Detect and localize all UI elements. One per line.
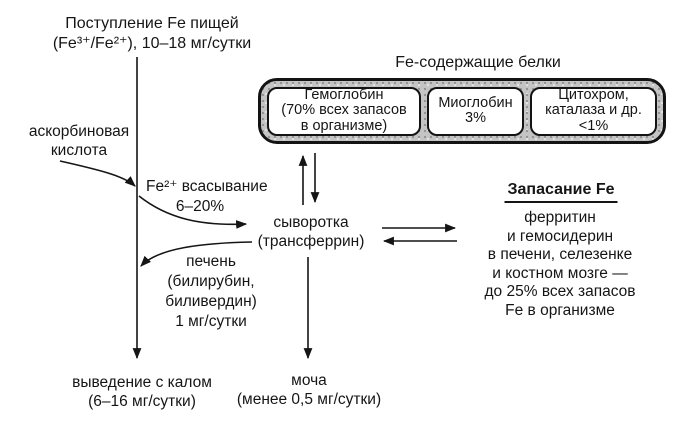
myoglobin-line1: Миоглобин: [438, 94, 513, 111]
absorption-rate: [176, 197, 224, 216]
urine-label: [237, 371, 381, 409]
hemoglobin-line2: (70% всех запасов: [281, 102, 407, 119]
storage-line1: ферритин: [524, 209, 596, 226]
protein-box-myoglobin: [427, 87, 524, 136]
hemoglobin-line3: в организме): [300, 117, 388, 134]
cytochrome-line3: <1%: [578, 117, 609, 134]
storage-title: [505, 181, 618, 203]
urine-line2: (менее 0,5 мг/сутки): [236, 391, 382, 408]
cytochrome-line1: Цитохром,: [558, 86, 629, 103]
storage-description: [485, 209, 636, 320]
storage-line4: и костном мозге —: [492, 264, 628, 282]
storage-title-text: Запасание Fe: [507, 181, 615, 198]
cytochrome-line2: каталаза и др.: [545, 102, 642, 119]
proteins-panel: [258, 78, 666, 144]
myoglobin-line2: 3%: [465, 110, 486, 126]
proteins-title: [395, 53, 561, 72]
absorption-label: [146, 177, 268, 196]
protein-box-cytochrome: [530, 87, 657, 136]
absorption-line1: Fe²⁺ всасывание: [146, 178, 268, 195]
storage-line5: до 25% всех запасов: [484, 283, 636, 300]
hemoglobin-line1: Гемоглобин: [304, 86, 384, 103]
liver-line4: 1 мг/сутки: [175, 313, 247, 330]
storage-line3: в печени, селезенке: [487, 246, 633, 263]
arrow-ascorbic-acid: [60, 161, 135, 186]
liver-line2: (билирубин,: [167, 273, 255, 290]
intake-line1: Поступление Fe пищей: [65, 15, 239, 32]
proteins-title-text: Fe-содержащие белки: [395, 54, 561, 71]
protein-box-hemoglobin: [267, 87, 421, 136]
storage-line2: и гемосидерин: [506, 227, 614, 245]
serum-line1: сыворотка: [273, 214, 349, 231]
serum-label: [258, 213, 365, 251]
liver-line3: биливердин): [165, 293, 257, 310]
intake-line2: (Fe³⁺/Fe²⁺), 10–18 мг/сутки: [52, 35, 252, 52]
liver-label: [165, 252, 257, 332]
feces-line1: выведение с калом: [72, 374, 212, 391]
storage-line6: Fe в организме: [505, 301, 615, 319]
urine-line1: моча: [291, 372, 327, 389]
ascorbic-line1: аскорбиновая: [28, 123, 130, 140]
intake-label: [53, 14, 251, 54]
absorption-rate-value: 6–20%: [175, 198, 225, 215]
feces-label: [72, 373, 212, 411]
ascorbic-acid-label: [29, 122, 129, 160]
liver-line1: печень: [186, 253, 236, 270]
ascorbic-line2: кислота: [50, 142, 108, 159]
serum-line2: (трансферрин): [257, 233, 365, 250]
feces-line2: (6–16 мг/сутки): [88, 393, 196, 410]
